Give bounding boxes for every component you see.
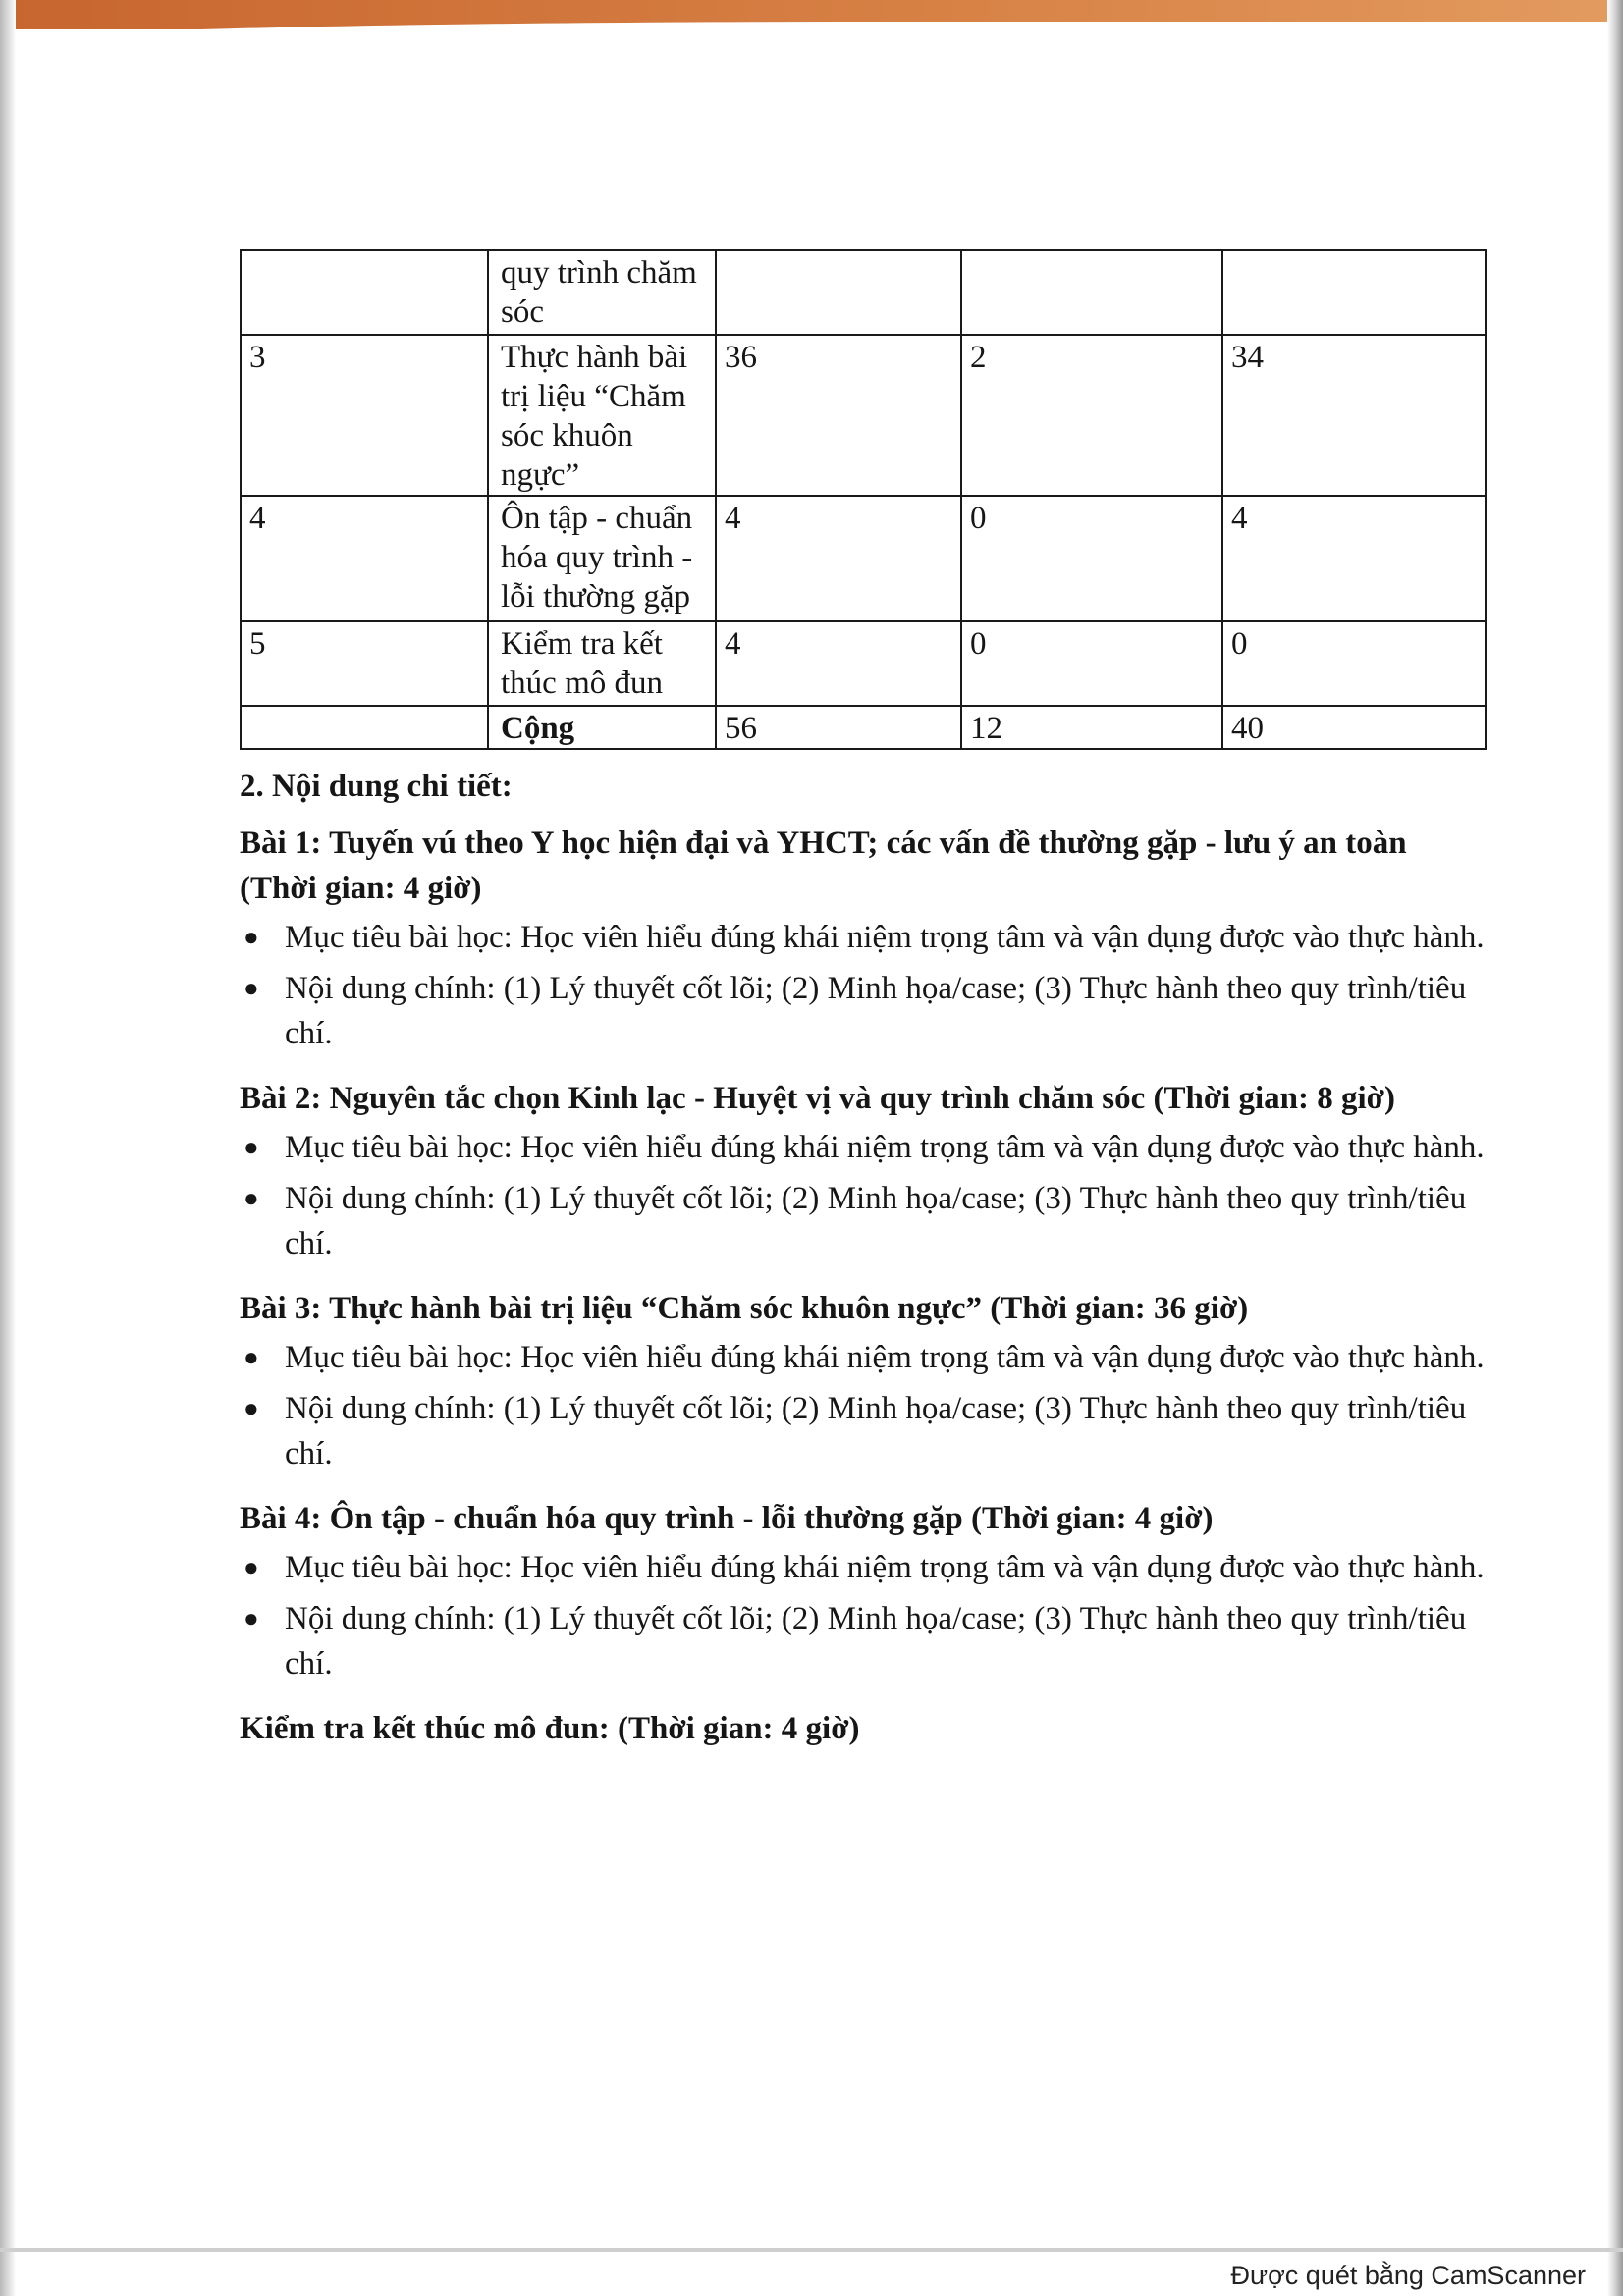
lesson-content-text: Nội dung chính: (1) Lý thuyết cốt lõi; (2) Minh họa/case; (3) Thực hành theo quy trình/tiêu chí. [285,1181,1467,1261]
lesson-objective-text: Mục tiêu bài học: Học viên hiểu đúng khái niệm trọng tâm và vận dụng được vào thực hành. [285,920,1485,955]
total-hours-cell: 56 [716,706,961,749]
total-hours-cell: 36 [716,335,961,496]
total-hours-cell: 4 [716,496,961,621]
scan-right-edge [1607,0,1623,2296]
table-row [241,621,1486,706]
bullet-icon: ● [243,1184,259,1212]
lesson-name-cell: Ôn tập - chuẩn hóa quy trình - lỗi thường gặp [488,496,716,621]
lesson-block [240,821,1485,1056]
lesson-title: Bài 2: Nguyên tắc chọn Kinh lạc - Huyệt vị và quy trình chăm sóc (Thời gian: 8 giờ) [240,1081,1395,1116]
lesson-objective [240,1335,1485,1380]
theory-hours-cell: 0 [961,496,1222,621]
lesson-bullets [240,1335,1485,1476]
lesson-objective-text: Mục tiêu bài học: Học viên hiểu đúng khái niệm trọng tâm và vận dụng được vào thực hành. [285,1130,1485,1165]
lesson-objective [240,1125,1485,1170]
practice-hours-cell: 40 [1222,706,1486,749]
lesson-content [240,1386,1485,1476]
lesson-objective-text: Mục tiêu bài học: Học viên hiểu đúng khái niệm trọng tâm và vận dụng được vào thực hành. [285,1340,1485,1375]
lesson-name-cell: Thực hành bài trị liệu “Chăm sóc khuôn ngực” [488,335,716,496]
total-label-cell: Cộng [488,706,716,749]
schedule-table [240,249,1487,750]
practice-hours-cell: 0 [1222,621,1486,706]
lesson-content-text: Nội dung chính: (1) Lý thuyết cốt lõi; (2) Minh họa/case; (3) Thực hành theo quy trình/tiêu chí. [285,971,1467,1051]
lesson-block [240,1076,1485,1266]
row-number-cell: 4 [241,496,488,621]
total-hours-cell [716,250,961,335]
lesson-bullets [240,1545,1485,1686]
practice-hours-cell: 34 [1222,335,1486,496]
theory-hours-cell: 2 [961,335,1222,496]
lesson-content-text: Nội dung chính: (1) Lý thuyết cốt lõi; (2) Minh họa/case; (3) Thực hành theo quy trình/tiêu chí. [285,1391,1467,1471]
lesson-objective [240,1545,1485,1590]
theory-hours-cell [961,250,1222,335]
bullet-icon: ● [243,1133,259,1161]
total-hours-cell: 4 [716,621,961,706]
table-row [241,496,1486,621]
scan-bottom-edge [0,2248,1623,2252]
bullet-icon: ● [243,923,259,951]
lesson-title: Bài 3: Thực hành bài trị liệu “Chăm sóc khuôn ngực” (Thời gian: 36 giờ) [240,1291,1249,1326]
row-number-cell [241,250,488,335]
lesson-bullets [240,915,1485,1056]
lesson-block [240,1286,1485,1476]
lesson-title: Bài 1: Tuyến vú theo Y học hiện đại và YHCT; các vấn đề thường gặp - lưu ý an toàn (Thời gian: 4 giờ) [240,826,1407,906]
table-row [241,335,1486,496]
lesson-objective [240,915,1485,960]
bullet-icon: ● [243,1604,259,1632]
row-number-cell: 3 [241,335,488,496]
lesson-bullets [240,1125,1485,1266]
bullet-icon: ● [243,1394,259,1422]
final-exam-title: Kiểm tra kết thúc mô đun: (Thời gian: 4 giờ) [240,1711,860,1746]
lesson-content [240,966,1485,1056]
theory-hours-cell: 0 [961,621,1222,706]
section-title: 2. Nội dung chi tiết: [240,769,513,804]
practice-hours-cell: 4 [1222,496,1486,621]
row-number-cell [241,706,488,749]
lesson-block [240,1496,1485,1686]
table-row [241,250,1486,335]
camscanner-footer: Được quét bằng CamScanner [1230,2261,1586,2290]
bullet-icon: ● [243,974,259,1002]
lesson-name-cell: Kiểm tra kết thúc mô đun [488,621,716,706]
lesson-objective-text: Mục tiêu bài học: Học viên hiểu đúng khái niệm trọng tâm và vận dụng được vào thực hành. [285,1550,1485,1585]
lesson-name-cell: quy trình chăm sóc [488,250,716,335]
lesson-content [240,1596,1485,1686]
theory-hours-cell: 12 [961,706,1222,749]
bullet-icon: ● [243,1343,259,1371]
lesson-content [240,1176,1485,1266]
scan-left-edge [0,0,16,2296]
bullet-icon: ● [243,1553,259,1581]
table-total-row [241,706,1486,749]
lesson-content-text: Nội dung chính: (1) Lý thuyết cốt lõi; (2) Minh họa/case; (3) Thực hành theo quy trình/tiêu chí. [285,1601,1467,1682]
lesson-title: Bài 4: Ôn tập - chuẩn hóa quy trình - lỗi thường gặp (Thời gian: 4 giờ) [240,1501,1214,1536]
practice-hours-cell [1222,250,1486,335]
detailed-content [240,764,1485,1751]
row-number-cell: 5 [241,621,488,706]
